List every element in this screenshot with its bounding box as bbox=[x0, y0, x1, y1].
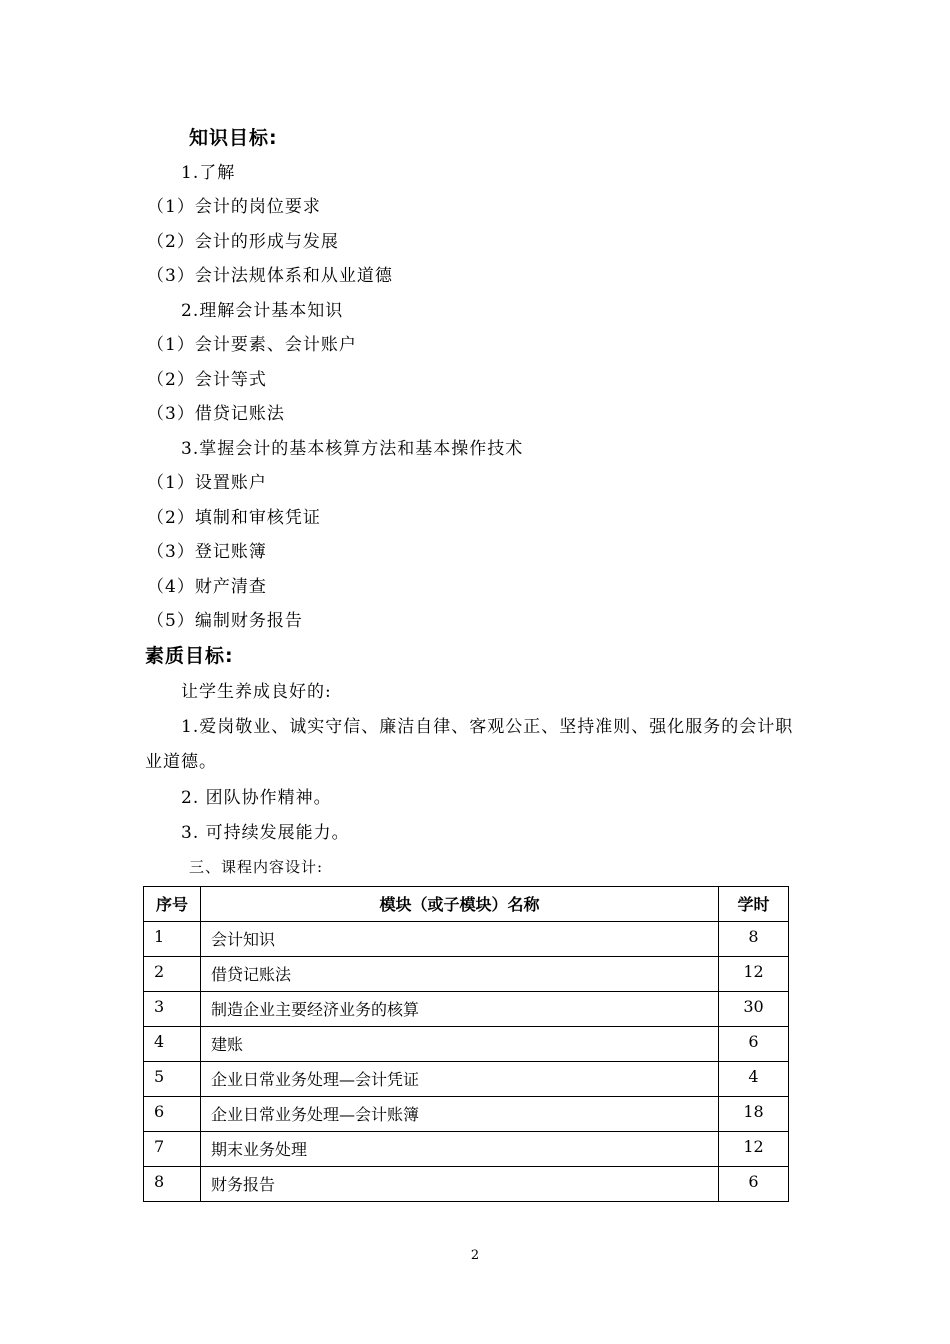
page-number: 2 bbox=[470, 1248, 480, 1263]
row-hours: 30 bbox=[719, 992, 789, 1027]
quality-item-1-line-1: 1.爱岗敬业、诚实守信、廉洁自律、客观公正、坚持准则、强化服务的会计职 bbox=[181, 717, 794, 737]
course-content-table bbox=[143, 886, 789, 1202]
list-item: 1.了解 bbox=[181, 163, 236, 183]
list-item: （2）会计的形成与发展 bbox=[147, 232, 339, 252]
table-row bbox=[144, 922, 789, 957]
knowledge-heading: 知识目标: bbox=[189, 127, 278, 149]
table-row bbox=[144, 992, 789, 1027]
quality-item-2: 2. 团队协作精神。 bbox=[181, 788, 332, 808]
row-module-name: 财务报告 bbox=[201, 1167, 719, 1202]
row-hours: 6 bbox=[719, 1167, 789, 1202]
list-item: （1）设置账户 bbox=[147, 473, 267, 493]
row-number: 3 bbox=[144, 992, 201, 1027]
row-module-name: 会计知识 bbox=[201, 922, 719, 957]
list-item: 3.掌握会计的基本核算方法和基本操作技术 bbox=[181, 439, 524, 459]
table-row bbox=[144, 1062, 789, 1097]
row-hours: 18 bbox=[719, 1097, 789, 1132]
column-header-number: 序号 bbox=[144, 887, 201, 922]
quality-heading: 素质目标: bbox=[145, 645, 234, 667]
row-module-name: 制造企业主要经济业务的核算 bbox=[201, 992, 719, 1027]
row-hours: 4 bbox=[719, 1062, 789, 1097]
list-item: （3）借贷记账法 bbox=[147, 404, 285, 424]
list-item: （3）登记账簿 bbox=[147, 542, 267, 562]
row-hours: 12 bbox=[719, 957, 789, 992]
table-row bbox=[144, 1167, 789, 1202]
quality-intro: 让学生养成良好的: bbox=[181, 682, 332, 702]
row-module-name: 企业日常业务处理—会计凭证 bbox=[201, 1062, 719, 1097]
row-hours: 6 bbox=[719, 1027, 789, 1062]
column-header-module: 模块（或子模块）名称 bbox=[201, 887, 719, 922]
list-item: （5）编制财务报告 bbox=[147, 611, 303, 631]
row-number: 8 bbox=[144, 1167, 201, 1202]
list-item: （1）会计要素、会计账户 bbox=[147, 335, 357, 355]
row-number: 2 bbox=[144, 957, 201, 992]
list-item: 2.理解会计基本知识 bbox=[181, 301, 344, 321]
list-item: （2）填制和审核凭证 bbox=[147, 508, 321, 528]
list-item: （2）会计等式 bbox=[147, 370, 267, 390]
quality-item-3: 3. 可持续发展能力。 bbox=[181, 823, 350, 843]
row-hours: 8 bbox=[719, 922, 789, 957]
row-module-name: 企业日常业务处理—会计账簿 bbox=[201, 1097, 719, 1132]
row-number: 7 bbox=[144, 1132, 201, 1167]
list-item: （3）会计法规体系和从业道德 bbox=[147, 266, 393, 286]
table-row bbox=[144, 1027, 789, 1062]
table-row bbox=[144, 957, 789, 992]
table-row bbox=[144, 1097, 789, 1132]
quality-item-1-line-2: 业道德。 bbox=[145, 752, 217, 772]
row-number: 6 bbox=[144, 1097, 201, 1132]
row-number: 5 bbox=[144, 1062, 201, 1097]
row-module-name: 期末业务处理 bbox=[201, 1132, 719, 1167]
row-number: 4 bbox=[144, 1027, 201, 1062]
row-module-name: 借贷记账法 bbox=[201, 957, 719, 992]
table-row bbox=[144, 1132, 789, 1167]
row-hours: 12 bbox=[719, 1132, 789, 1167]
list-item: （1）会计的岗位要求 bbox=[147, 197, 321, 217]
column-header-hours: 学时 bbox=[719, 887, 789, 922]
row-module-name: 建账 bbox=[201, 1027, 719, 1062]
list-item: （4）财产清查 bbox=[147, 577, 267, 597]
section-3-title: 三、课程内容设计: bbox=[189, 858, 324, 876]
table-header-row bbox=[144, 887, 789, 922]
row-number: 1 bbox=[144, 922, 201, 957]
